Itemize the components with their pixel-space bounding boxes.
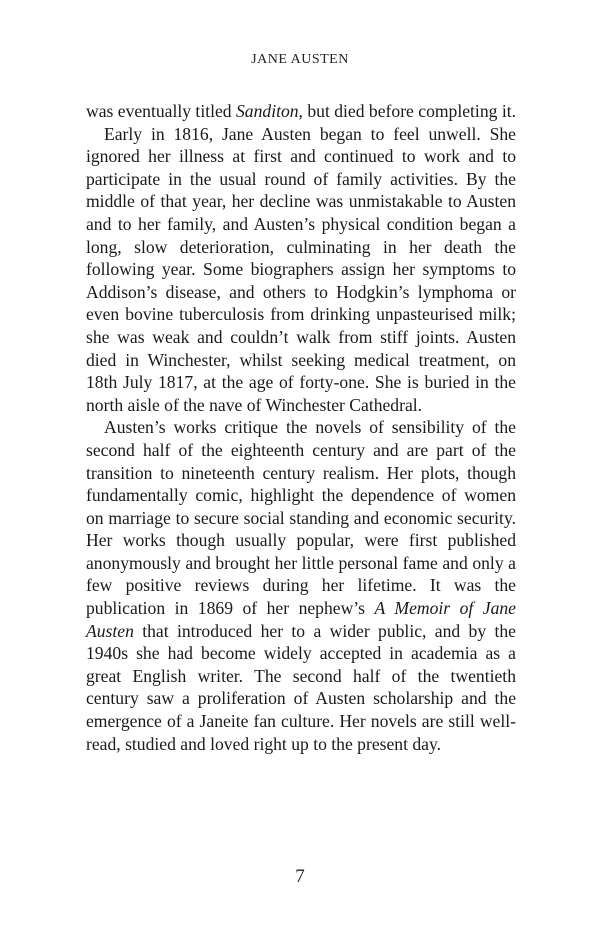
- paragraph-3-text-before: Austen’s works critique the novels of sensibility of the second half of the eighteenth century and are part of the transition to nineteenth century realism. Her plots, though fundamentally comic, highlight the dependence of women on marriage to secure social standing and economic security. Her works though usually popular, were first published anonymously and brought her little personal fame and only a few positive reviews during her lifetime. It was the publication in 1869 of her nephew’s: [86, 417, 516, 619]
- paragraph-1-text-before: was eventually titled: [86, 101, 236, 121]
- paragraph-1-text-after: but died before completing it.: [302, 101, 516, 121]
- book-title-sanditon: Sanditon,: [236, 101, 303, 121]
- paragraph-continuation: [86, 100, 516, 123]
- paragraph-3-text-after: that introduced her to a wider public, and by the 1940s she had become widely accepted in academia as a great English writer. The second half of the twentieth century saw a proliferation of Austen scholarship and the emergence of a Janeite fan culture. Her novels are still well-read, studied and loved right up to the present day.: [86, 620, 516, 754]
- book-title-memoir: A Memoir of Jane Austen: [86, 598, 516, 641]
- page-number: 7: [295, 866, 305, 887]
- paragraph-illness: Early in 1816, Jane Austen began to feel unwell. She ignored her illness at first and continued to work and to participate in the usual round of family activities. By the middle of that year, her decline was unmistakable to Austen and to her family, and Austen’s physical condition began a long, slow deterioration, culminating in her death the following year. Some biographers assign her symptoms to Addison’s disease, and others to Hodgkin’s lymphoma or even bovine tuberculosis from drinking unpasteurised milk; she was weak and couldn’t walk from stiff joints. Austen died in Winchester, whilst seeking medical treatment, on 18th July 1817, at the age of forty-one. She is buried in the north aisle of the nave of Winchester Cathedral.: [86, 123, 516, 415]
- running-head: JANE AUSTEN: [251, 52, 349, 67]
- paragraph-legacy: [86, 416, 516, 755]
- body-text: [86, 100, 516, 755]
